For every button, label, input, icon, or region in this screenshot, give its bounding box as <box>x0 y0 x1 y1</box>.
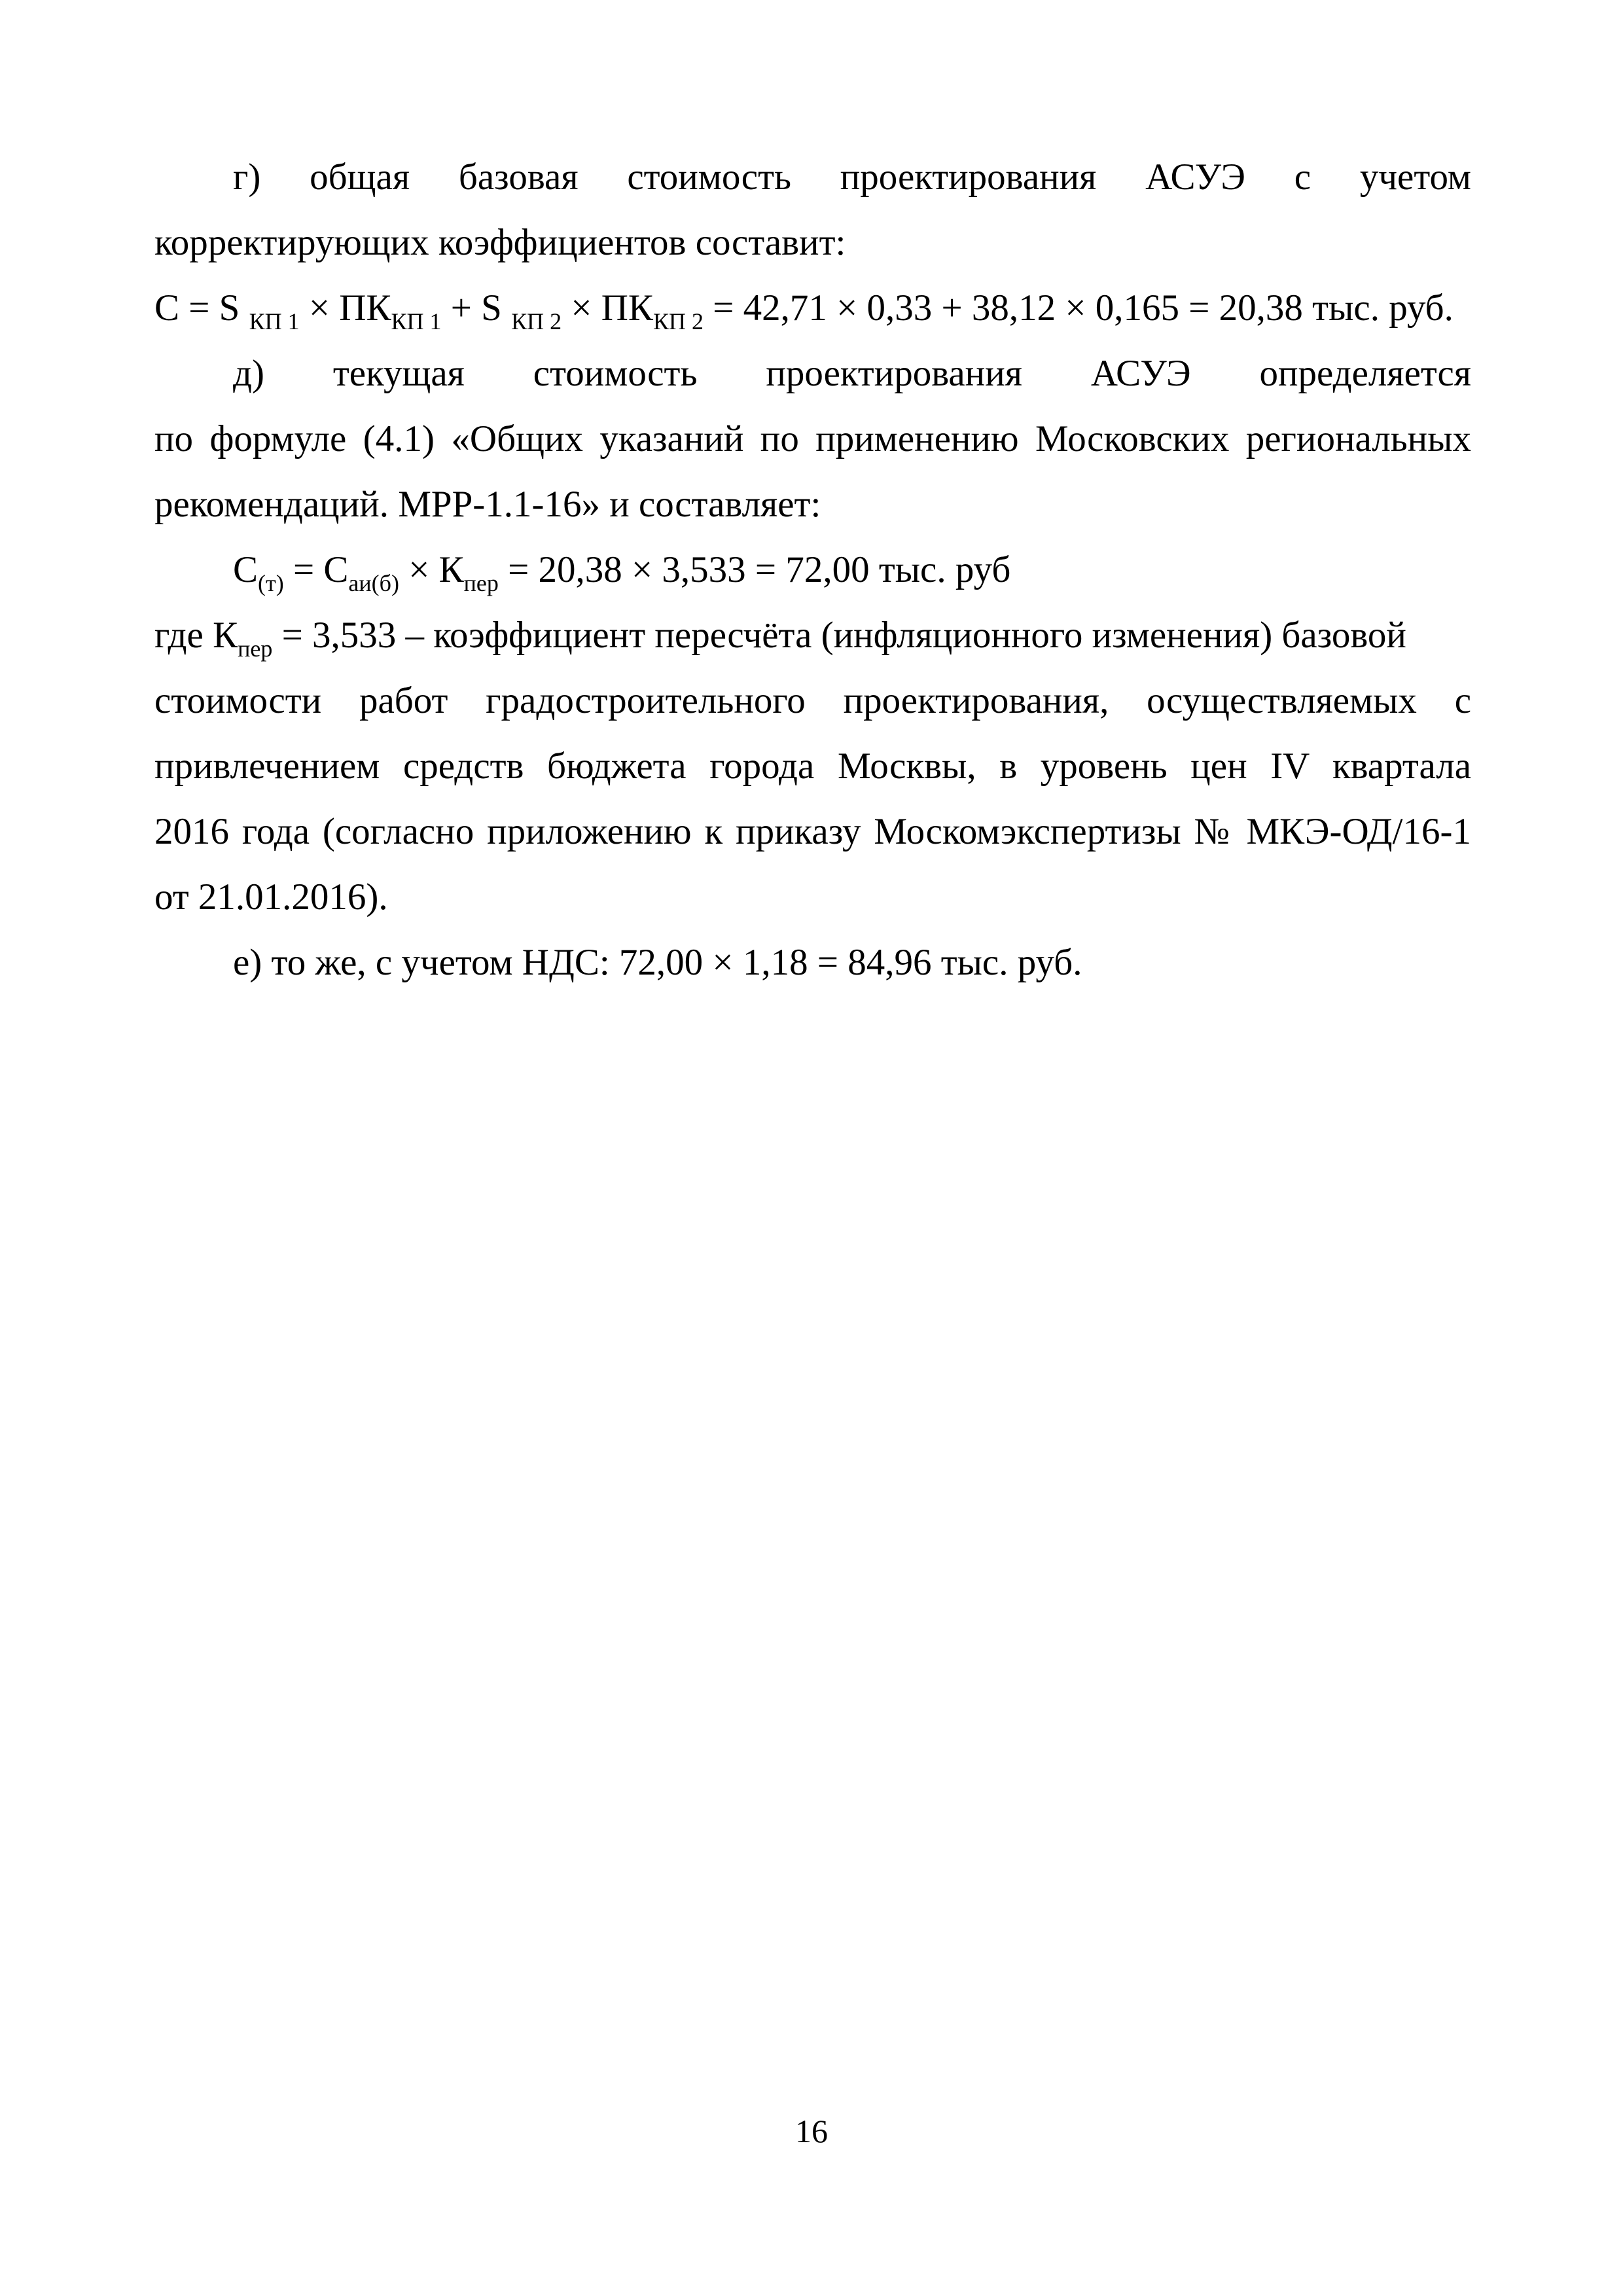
paragraph-d-line-3: рекомендаций. МРР-1.1-16» и составляет: <box>154 484 821 525</box>
formula-text: С = S <box>154 287 249 329</box>
explanation-text: где К <box>154 615 238 656</box>
page-number: 16 <box>795 2113 828 2149</box>
formula-subscript: аи(б) <box>348 570 399 596</box>
formula-subscript: КП 1 <box>249 308 300 334</box>
explanation-line-4: 2016 года (согласно приложению к приказу Москомэкспертизы № МКЭ-ОД/16-1 <box>154 811 1471 852</box>
paragraph-d-line-2: по формуле (4.1) «Общих указаний по применению Московских региональных <box>154 418 1471 459</box>
formula-subscript: (т) <box>258 570 284 596</box>
formula-text: = 20,38 × 3,533 = 72,00 тыс. руб <box>498 549 1011 590</box>
explanation-line-5: от 21.01.2016). <box>154 876 388 918</box>
formula-subscript: КП 2 <box>652 308 704 334</box>
formula-text: = С <box>283 549 349 590</box>
formula-text: С <box>233 549 259 590</box>
formula-subscript: пер <box>463 570 499 596</box>
explanation-line-3: привлечением средств бюджета города Москвы, в уровень цен IV квартала <box>154 745 1471 787</box>
paragraph-d-line-1: д) текущая стоимость проектирования АСУЭ определяется <box>233 353 1471 394</box>
explanation-text: = 3,533 – коэффициент пересчёта (инфляционного изменения) базовой <box>272 615 1406 656</box>
formula-subscript: КП 1 <box>391 308 442 334</box>
formula-subscript: КП 2 <box>511 308 562 334</box>
formula-text: × ПК <box>299 287 391 329</box>
formula-text: × К <box>399 549 464 590</box>
paragraph-g-line-1: г) общая базовая стоимость проектирования АСУЭ с учетом <box>233 156 1471 198</box>
formula-text: = 42,71 × 0,33 + 38,12 × 0,165 = 20,38 тыс. руб. <box>703 287 1454 329</box>
formula-total-cost <box>154 285 1471 344</box>
formula-text: × ПК <box>562 287 653 329</box>
explanation-subscript: пер <box>238 636 273 662</box>
formula-text: + S <box>441 287 512 329</box>
paragraph-g-line-2: корректирующих коэффициентов составит: <box>154 222 846 263</box>
explanation-line-1 <box>154 613 1471 672</box>
paragraph-e: е) то же, с учетом НДС: 72,00 × 1,18 = 84,96 тыс. руб. <box>233 942 1082 983</box>
explanation-line-2: стоимости работ градостроительного проектирования, осуществляемых с <box>154 680 1471 721</box>
formula-current-cost <box>233 547 1471 606</box>
